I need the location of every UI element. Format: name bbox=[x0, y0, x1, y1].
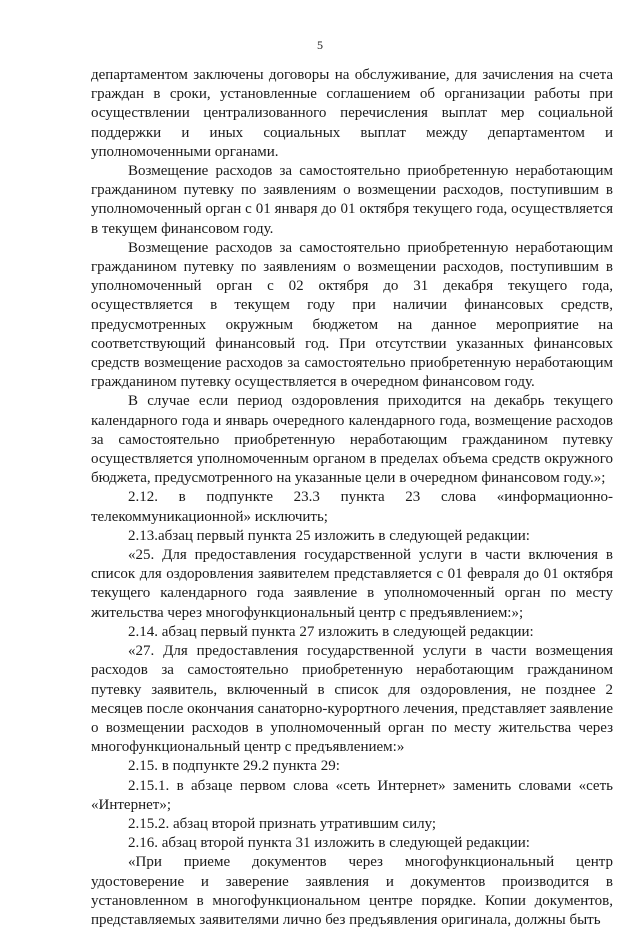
paragraph: «27. Для предоставления государственной услуги в части возмещения расходов за самостоятельно приобретенную неработающим гражданином путевку заявитель, включенный в список для оздоровления, не позднее 2 месяцев после окончания санаторно-курортного лечения, представляет заявление о возмещении расходов в уполномоченный орган по месту жительства через многофункциональный центр с предъявлением:» bbox=[91, 643, 613, 756]
page-number: 5 bbox=[317, 38, 323, 52]
paragraph: 2.16. абзац второй пункта 31 изложить в следующей редакции: bbox=[128, 835, 530, 852]
paragraph: В случае если период оздоровления приходится на декабрь текущего календарного года и январь очередного календарного года, возмещение расходов за самостоятельно приобретенную неработающим гражданином путевку осуществляется уполномоченным органом в пределах объема средств окружного бюджета, предусмотренного на указанные цели в очередном финансовом году.»; bbox=[91, 393, 613, 487]
paragraph: «При приеме документов через многофункциональный центр удостоверение и заверение заявления и документов производится в установленном в многофункциональном центре порядке. Копии документов, представляемых заявителями лично без предъявления оригинала, должны быть bbox=[91, 854, 613, 928]
paragraph: 2.15. в подпункте 29.2 пункта 29: bbox=[128, 758, 340, 775]
paragraph: Возмещение расходов за самостоятельно приобретенную неработающим гражданином путевку по заявлениям о возмещении расходов, поступившим в уполномоченный орган с 02 октября до 31 декабря текущего года, осуществляется в текущем году при наличии финансовых средств, предусмотренных окружным бюджетом на данное мероприятие на соответствующий финансовый год. При отсутствии указанных финансовых средств возмещение расходов за самостоятельно приобретенную неработающим гражданином путевку осуществляется в очередном финансовом году. bbox=[91, 239, 613, 391]
paragraph: департаментом заключены договоры на обслуживание, для зачисления на счета граждан в сроки, установленные соглашением об организации работы при осуществлении централизованного перечисления выплат мер социальной поддержки и иных социальных выплат между департаментом и уполномоченными органами. bbox=[91, 67, 613, 160]
document-body bbox=[91, 66, 613, 930]
paragraph: 2.15.2. абзац второй признать утратившим силу; bbox=[128, 815, 437, 832]
paragraph: Возмещение расходов за самостоятельно приобретенную неработающим гражданином путевку по заявлениям о возмещении расходов, поступившим в уполномоченный орган с 01 января до 01 октября текущего года, осуществляется в текущем финансовом году. bbox=[91, 163, 613, 237]
paragraph: 2.12. в подпункте 23.3 пункта 23 слова «информационно-телекоммуникационной» исключить; bbox=[91, 489, 613, 525]
paragraph: «25. Для предоставления государственной услуги в части включения в список для оздоровления заявителем представляется с 01 февраля до 01 октября текущего календарного года заявление в уполномоченный орган по месту жительства через многофункциональный центр с предъявлением:»; bbox=[91, 547, 613, 621]
paragraph: 2.13.абзац первый пункта 25 изложить в следующей редакции: bbox=[128, 527, 530, 544]
paragraph: 2.15.1. в абзаце первом слова «сеть Интернет» заменить словами «сеть «Интернет»; bbox=[91, 777, 613, 813]
paragraph: 2.14. абзац первый пункта 27 изложить в следующей редакции: bbox=[128, 623, 534, 640]
